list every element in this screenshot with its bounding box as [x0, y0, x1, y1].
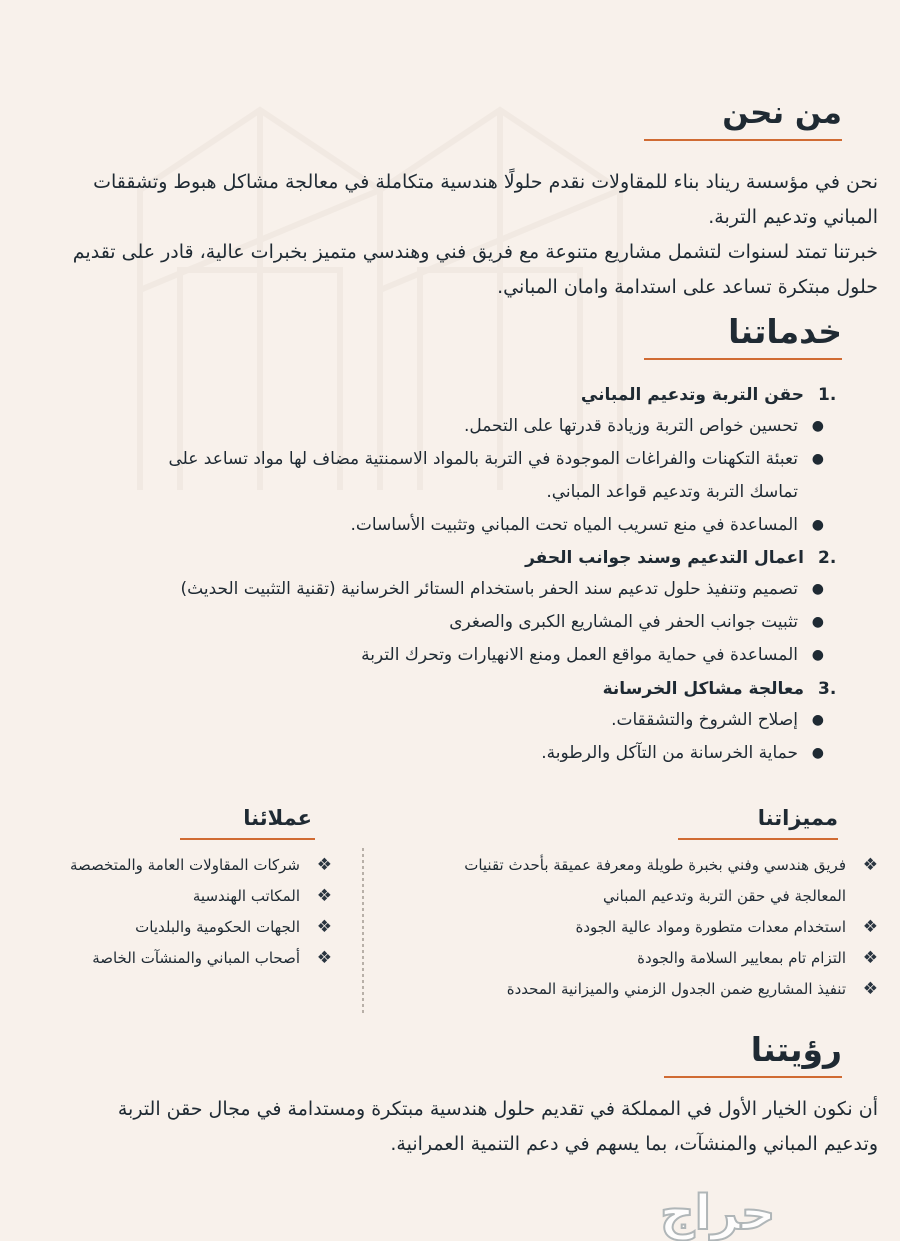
- list-item: ● تحسين خواص التربة وزيادة قدرتها على التحمل.: [15, 410, 870, 443]
- about-paragraph: [20, 165, 878, 305]
- bullet-icon: ●: [811, 418, 824, 434]
- bullet-icon: ●: [811, 581, 824, 597]
- about-line: نحن في مؤسسة ريناد بناء للمقاولات نقدم حلولًا هندسية متكاملة في معالجة مشاكل هبوط وتشققات: [93, 171, 878, 193]
- list-item: ❖ التزام تام بمعايير السلامة والجودة: [408, 943, 878, 974]
- list-item: ❖ استخدام معدات متطورة ومواد عالية الجودة: [408, 912, 878, 943]
- service-title: معالجة مشاكل الخرسانة: [602, 679, 804, 699]
- features-title: مميزاتنا: [757, 806, 838, 830]
- vision-heading: [751, 1030, 842, 1069]
- features-list: [408, 850, 878, 1005]
- service-number: .3: [818, 679, 837, 699]
- diamond-ornament-icon: ❖: [316, 917, 332, 937]
- service-item-2: [15, 543, 870, 672]
- services-underline: [644, 358, 842, 360]
- diamond-ornament-icon: ❖: [316, 855, 332, 875]
- clients-title: عملائنا: [243, 806, 312, 830]
- about-underline: [644, 139, 842, 141]
- bullet-icon: ●: [811, 451, 824, 467]
- list-item: ● المساعدة في منع تسريب المياه تحت المباني وتثبيت الأساسات.: [15, 509, 870, 542]
- about-line: المباني وتدعيم التربة.: [708, 206, 878, 228]
- vision-underline: [664, 1076, 842, 1078]
- list-item: ● تعبئة التكهنات والفراغات الموجودة في التربة بالمواد الاسمنتية مضاف لها مواد تساعد على: [15, 443, 870, 476]
- service-title: حقن التربة وتدعيم المباني: [580, 385, 804, 405]
- list-item-continuation: تماسك التربة وتدعيم قواعد المباني.: [546, 482, 798, 502]
- list-item: ● تصميم وتنفيذ حلول تدعيم سند الحفر باستخدام الستائر الخرسانية (تقنية التثبيت الحديث): [15, 573, 870, 606]
- about-line: خبرتنا تمتد لسنوات لتشمل مشاريع متنوعة مع فريق فني وهندسي متميز بخبرات عالية، قادر على تقديم: [72, 241, 878, 263]
- diamond-ornament-icon: ❖: [862, 948, 878, 968]
- clients-underline: [180, 838, 315, 840]
- bullet-icon: ●: [811, 614, 824, 630]
- diamond-ornament-icon: ❖: [316, 886, 332, 906]
- service-item-1: [15, 380, 870, 542]
- list-item: ● حماية الخرسانة من التآكل والرطوبة.: [15, 737, 870, 770]
- list-item: ❖ فريق هندسي وفني بخبرة طويلة ومعرفة عميقة بأحدث تقنيات: [408, 850, 878, 881]
- bullet-icon: ●: [811, 517, 824, 533]
- about-heading: [722, 95, 842, 131]
- services-heading: [728, 312, 842, 351]
- list-item: ❖ تنفيذ المشاريع ضمن الجدول الزمني والميزانية المحددة: [408, 974, 878, 1005]
- vision-paragraph: [20, 1092, 878, 1162]
- vision-line: وتدعيم المباني والمنشآت، بما يسهم في دعم التنمية العمرانية.: [390, 1133, 878, 1155]
- list-item-continuation: المعالجة في حقن التربة وتدعيم المباني: [603, 887, 846, 905]
- list-item: ● المساعدة في حماية مواقع العمل ومنع الانهيارات وتحرك التربة: [15, 639, 870, 672]
- service-title: اعمال التدعيم وسند جوانب الحفر: [525, 548, 804, 568]
- diamond-ornament-icon: ❖: [862, 979, 878, 999]
- list-item: ❖ أصحاب المباني والمنشآت الخاصة: [12, 943, 332, 974]
- column-divider: [362, 848, 364, 1013]
- diamond-ornament-icon: ❖: [862, 855, 878, 875]
- about-title: من نحن: [722, 95, 842, 131]
- diamond-ornament-icon: ❖: [862, 917, 878, 937]
- list-item: ❖ الجهات الحكومية والبلديات: [12, 912, 332, 943]
- vision-line: أن نكون الخيار الأول في المملكة في تقديم حلول هندسية مبتكرة ومستدامة في مجال حقن التربة: [117, 1098, 878, 1120]
- service-item-3: [15, 674, 870, 770]
- haraj-watermark: حراج: [660, 1185, 776, 1241]
- about-line: حلول مبتكرة تساعد على استدامة وامان المباني.: [497, 276, 878, 298]
- list-item: ● تثبيت جوانب الحفر في المشاريع الكبرى والصغرى: [15, 606, 870, 639]
- bullet-icon: ●: [811, 745, 824, 761]
- diamond-ornament-icon: ❖: [316, 948, 332, 968]
- list-item: ❖ المكاتب الهندسية: [12, 881, 332, 912]
- vision-title: رؤيتنا: [750, 1030, 842, 1069]
- services-title: خدماتنا: [728, 312, 842, 351]
- list-item: ❖ شركات المقاولات العامة والمتخصصة: [12, 850, 332, 881]
- service-number: .2: [818, 548, 837, 568]
- bullet-icon: ●: [811, 647, 824, 663]
- list-item: ● إصلاح الشروخ والتشققات.: [15, 704, 870, 737]
- service-number: .1: [818, 385, 837, 405]
- features-underline: [678, 838, 838, 840]
- bullet-icon: ●: [811, 712, 824, 728]
- clients-list: [12, 850, 332, 974]
